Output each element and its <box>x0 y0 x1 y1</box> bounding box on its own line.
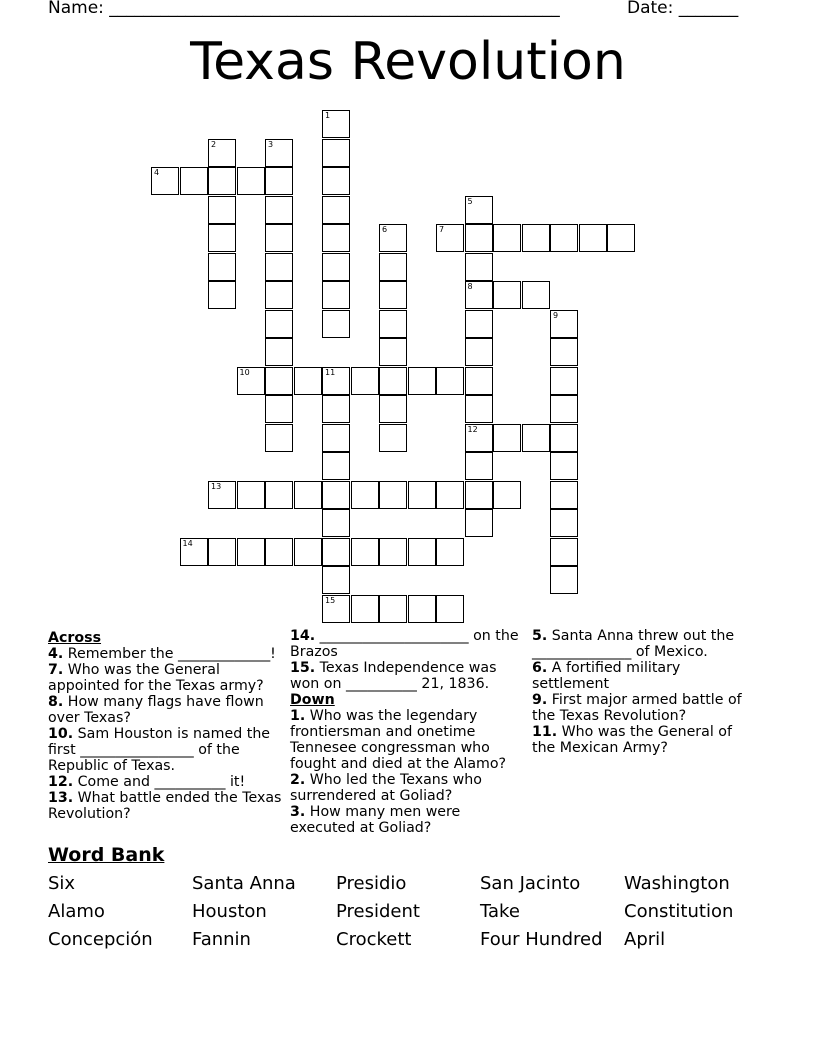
crossword-cell[interactable] <box>379 395 407 423</box>
crossword-cell[interactable] <box>351 595 379 623</box>
cell-number: 1 <box>325 111 331 120</box>
crossword-cell[interactable] <box>322 595 350 623</box>
crossword-cell[interactable] <box>465 338 493 366</box>
cell-number: 11 <box>325 367 336 377</box>
crossword-cell[interactable] <box>180 167 208 195</box>
crossword-cell[interactable] <box>208 481 236 509</box>
crossword-cell[interactable] <box>550 566 578 594</box>
crossword-cell[interactable] <box>465 196 493 224</box>
crossword-cell[interactable] <box>465 481 493 509</box>
cell-number: 10 <box>239 367 250 377</box>
clue-number: 11. <box>532 724 558 740</box>
word-bank-item: Presidio <box>336 873 407 894</box>
clue-text: Who led the Texans who surrendered at Goliad? <box>290 772 482 804</box>
cell-number: 4 <box>154 168 160 177</box>
crossword-cell[interactable] <box>379 310 407 338</box>
clue-number: 8. <box>48 694 64 710</box>
crossword-cell[interactable] <box>579 224 607 252</box>
crossword-cell[interactable] <box>436 224 464 252</box>
down-heading: Down <box>290 692 335 708</box>
crossword-cell[interactable] <box>550 481 578 509</box>
clue <box>532 628 754 660</box>
cell-number: 13 <box>211 481 222 491</box>
clue-number: 3. <box>290 804 306 820</box>
crossword-cell[interactable] <box>379 281 407 309</box>
crossword-cell[interactable] <box>550 395 578 423</box>
crossword-cell[interactable] <box>436 538 464 566</box>
cell-number: 12 <box>467 424 478 434</box>
crossword-cell[interactable] <box>408 538 436 566</box>
crossword-cell[interactable] <box>265 196 293 224</box>
crossword-cell[interactable] <box>322 367 350 395</box>
crossword-cell[interactable] <box>322 509 350 537</box>
crossword-cell[interactable] <box>408 367 436 395</box>
crossword-cell[interactable] <box>294 538 322 566</box>
cell-number: 8 <box>467 282 473 291</box>
word-bank-item: Constitution <box>624 901 734 922</box>
clue-number: 9. <box>532 692 548 708</box>
clue-number: 4. <box>48 646 64 662</box>
clue <box>48 790 284 822</box>
cell-number: 14 <box>182 538 193 548</box>
clue-text: _____________________ on the Brazos <box>290 628 519 660</box>
crossword-cell[interactable] <box>208 167 236 195</box>
crossword-cell[interactable] <box>322 139 350 167</box>
clue <box>48 662 284 694</box>
crossword-cell[interactable] <box>493 481 521 509</box>
crossword-cell[interactable] <box>265 139 293 167</box>
crossword-cell[interactable] <box>379 253 407 281</box>
crossword-cell[interactable] <box>550 509 578 537</box>
crossword-cell[interactable] <box>322 481 350 509</box>
word-bank-item: Take <box>480 901 520 922</box>
crossword-cell[interactable] <box>265 395 293 423</box>
crossword-cell[interactable] <box>294 367 322 395</box>
crossword-cell[interactable] <box>265 338 293 366</box>
word-bank-item: San Jacinto <box>480 873 581 894</box>
clue-number: 15. <box>290 660 316 676</box>
crossword-cell[interactable] <box>379 338 407 366</box>
crossword-cell[interactable] <box>522 281 550 309</box>
clue-text: A fortified military settlement <box>532 660 681 692</box>
clues-column-1 <box>48 628 284 822</box>
clue-text: Who was the legendary frontiersman and onetime Tennesee congressman who fought and died at the Alamo? <box>290 708 507 772</box>
across-heading: Across <box>48 630 102 646</box>
word-bank-item: Fannin <box>192 929 251 950</box>
crossword-cell[interactable] <box>436 595 464 623</box>
crossword-cell[interactable] <box>208 253 236 281</box>
crossword-cell[interactable] <box>465 253 493 281</box>
word-bank-item: Houston <box>192 901 267 922</box>
crossword-cell[interactable] <box>265 224 293 252</box>
crossword-cell[interactable] <box>208 196 236 224</box>
clue-number: 2. <box>290 772 306 788</box>
crossword-cell[interactable] <box>322 167 350 195</box>
word-bank-item: Alamo <box>48 901 105 922</box>
crossword-cell[interactable] <box>379 367 407 395</box>
clue <box>532 660 754 692</box>
clue-text: Who was the General appointed for the Texas army? <box>48 662 264 694</box>
crossword-cell[interactable] <box>465 224 493 252</box>
crossword-cell[interactable] <box>465 424 493 452</box>
word-bank-item: Six <box>48 873 76 894</box>
crossword-cell[interactable] <box>322 538 350 566</box>
cell-number: 7 <box>439 225 445 234</box>
clue-number: 7. <box>48 662 64 678</box>
clue-number: 12. <box>48 774 74 790</box>
crossword-cell[interactable] <box>408 481 436 509</box>
crossword-cell[interactable] <box>465 509 493 537</box>
clue-number: 6. <box>532 660 548 676</box>
crossword-cell[interactable] <box>550 310 578 338</box>
crossword-cell[interactable] <box>493 281 521 309</box>
clue-text: How many men were executed at Goliad? <box>290 804 461 836</box>
cell-number: 5 <box>467 196 473 206</box>
word-bank-item: President <box>336 901 420 922</box>
clue <box>532 692 754 724</box>
clue-number: 5. <box>532 628 548 644</box>
crossword-cell[interactable] <box>237 167 265 195</box>
word-bank-item: Santa Anna <box>192 873 296 894</box>
crossword-cell[interactable] <box>322 424 350 452</box>
crossword-cell[interactable] <box>465 367 493 395</box>
clue-text: What battle ended the Texas Revolution? <box>48 790 282 822</box>
crossword-cell[interactable] <box>522 424 550 452</box>
crossword-cell[interactable] <box>550 452 578 480</box>
clue <box>290 708 526 772</box>
crossword-cell[interactable] <box>265 253 293 281</box>
crossword-cell[interactable] <box>265 281 293 309</box>
crossword-cell[interactable] <box>237 538 265 566</box>
crossword-cell[interactable] <box>436 367 464 395</box>
crossword-cell[interactable] <box>379 481 407 509</box>
clue <box>290 804 526 836</box>
word-bank-item: Washington <box>624 873 730 894</box>
clue-text: Come and __________ it! <box>73 774 246 790</box>
clue-text: Remember the _____________! <box>63 646 276 662</box>
crossword-cell[interactable] <box>379 224 407 252</box>
crossword-cell[interactable] <box>265 367 293 395</box>
crossword-cell[interactable] <box>550 424 578 452</box>
clue <box>290 628 526 660</box>
crossword-cell[interactable] <box>208 538 236 566</box>
clue <box>290 660 526 692</box>
crossword-cell[interactable] <box>550 224 578 252</box>
crossword-cell[interactable] <box>208 281 236 309</box>
crossword-cell[interactable] <box>351 481 379 509</box>
crossword-cell[interactable] <box>322 110 350 138</box>
crossword-cell[interactable] <box>322 310 350 338</box>
clue <box>48 694 284 726</box>
crossword-cell[interactable] <box>237 481 265 509</box>
clue-number: 14. <box>290 628 316 644</box>
crossword-cell[interactable] <box>522 224 550 252</box>
crossword-cell[interactable] <box>322 196 350 224</box>
crossword-cell[interactable] <box>465 452 493 480</box>
crossword-cell[interactable] <box>208 139 236 167</box>
page-title: Texas Revolution <box>190 32 626 92</box>
crossword-cell[interactable] <box>322 281 350 309</box>
clue <box>48 726 284 774</box>
cell-number: 2 <box>211 139 217 149</box>
crossword-cell[interactable] <box>550 538 578 566</box>
clues-column-3 <box>532 628 754 756</box>
crossword-cell[interactable] <box>379 424 407 452</box>
clue-number: 13. <box>48 790 74 806</box>
word-bank-title: Word Bank <box>48 844 165 866</box>
crossword-cell[interactable] <box>294 481 322 509</box>
clue-text: Sam Houston is named the first ________________ of the Republic of Texas. <box>48 726 271 774</box>
crossword-cell[interactable] <box>265 424 293 452</box>
crossword-cell[interactable] <box>550 367 578 395</box>
clue-text: How many flags have flown over Texas? <box>48 694 264 726</box>
crossword-cell[interactable] <box>379 595 407 623</box>
crossword-cell[interactable] <box>550 338 578 366</box>
word-bank-item: Concepción <box>48 929 153 950</box>
crossword-cell[interactable] <box>493 224 521 252</box>
cell-number: 9 <box>553 310 559 320</box>
crossword-cell[interactable] <box>351 538 379 566</box>
clue-text: Santa Anna threw out the ______________ of Mexico. <box>532 628 735 660</box>
crossword-cell[interactable] <box>265 167 293 195</box>
date-field-label: Date: _______ <box>627 0 739 18</box>
clue <box>290 772 526 804</box>
crossword-cell[interactable] <box>265 310 293 338</box>
crossword-cell[interactable] <box>465 395 493 423</box>
cell-number: 15 <box>325 595 336 605</box>
cell-number: 3 <box>268 139 274 149</box>
clue-number: 1. <box>290 708 306 724</box>
crossword-cell[interactable] <box>322 224 350 252</box>
crossword-cell[interactable] <box>408 595 436 623</box>
crossword-cell[interactable] <box>322 395 350 423</box>
crossword-cell[interactable] <box>208 224 236 252</box>
word-bank-item: Four Hundred <box>480 929 603 950</box>
crossword-cell[interactable] <box>265 481 293 509</box>
crossword-cell[interactable] <box>436 481 464 509</box>
name-field-label: Name: _____________________________________________________ <box>48 0 560 18</box>
word-bank-item: Crockett <box>336 929 412 950</box>
crossword-cell[interactable] <box>151 167 179 195</box>
crossword-cell[interactable] <box>465 281 493 309</box>
clue-text: Texas Independence was won on __________ 21, 1836. <box>290 660 497 692</box>
crossword-cell[interactable] <box>351 367 379 395</box>
crossword-cell[interactable] <box>322 253 350 281</box>
clue <box>48 646 284 662</box>
clue <box>48 774 284 790</box>
clue <box>532 724 754 756</box>
crossword-cell[interactable] <box>465 310 493 338</box>
crossword-cell[interactable] <box>180 538 208 566</box>
clue-text: First major armed battle of the Texas Revolution? <box>532 692 742 724</box>
clue-text: Who was the General of the Mexican Army? <box>532 724 732 756</box>
word-bank-item: April <box>624 929 666 950</box>
cell-number: 6 <box>382 225 388 234</box>
clues-column-2 <box>290 628 526 836</box>
crossword-cell[interactable] <box>493 424 521 452</box>
crossword-cell[interactable] <box>607 224 635 252</box>
crossword-cell[interactable] <box>265 538 293 566</box>
crossword-cell[interactable] <box>237 367 265 395</box>
clue-number: 10. <box>48 726 74 742</box>
crossword-cell[interactable] <box>322 452 350 480</box>
crossword-cell[interactable] <box>322 566 350 594</box>
crossword-cell[interactable] <box>379 538 407 566</box>
